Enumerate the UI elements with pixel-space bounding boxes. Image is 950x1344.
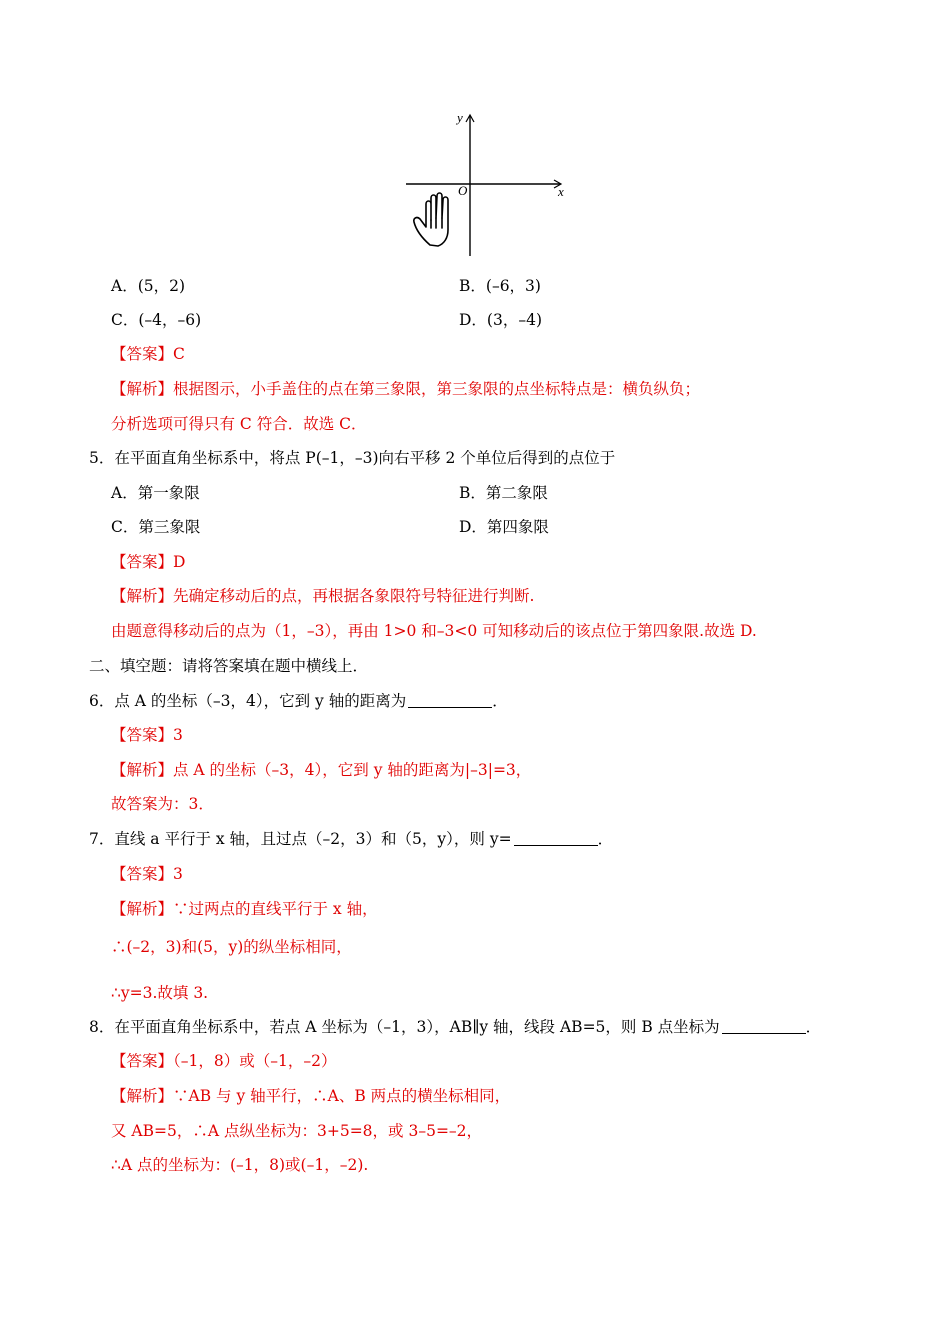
q6-stem [89,691,508,711]
q7-stem [89,829,613,849]
q5-option-a: A．第一象限 [111,484,200,502]
q6-answer: 【答案】3 [111,726,183,744]
q4-option-c: C．(–4，–6) [111,311,202,329]
section-title: 二、填空题：请将答案填在题中横线上． [89,657,369,675]
q8-explanation-line-3: ∴A 点的坐标为：(–1，8)或(–1，–2). [111,1156,369,1174]
q7-explanation-line-2: ∴(–2，3)和(5，y)的纵坐标相同， [111,938,352,956]
q4-option-a: A．(5，2) [111,277,186,295]
q5-explanation-line-2: 由题意得移动后的点为（1，–3），再由 1>0 和–3<0 可知移动后的该点位于第四象限.故选 D. [111,622,757,640]
hand-icon [414,193,448,246]
q6-stem-text: 6．点 A 的坐标（–3，4），它到 y 轴的距离为 [89,692,407,710]
q4-option-b: B．(–6，3) [459,277,541,295]
q7-answer-blank [514,831,598,846]
q7-stem-end: ． [597,830,614,848]
q8-stem-text: 8．在平面直角坐标系中，若点 A 坐标为（–1，3），AB∥y 轴，线段 AB=5，则 B 点坐标为 [89,1018,720,1036]
q5-stem: 5．在平面直角坐标系中，将点 P(–1，–3)向右平移 2 个单位后得到的点位于 [89,449,616,467]
q4-explanation-line-1: 【解析】根据图示，小手盖住的点在第三象限，第三象限的点坐标特点是：横负纵负； [111,380,701,398]
q5-option-b: B．第二象限 [459,484,548,502]
q5-answer: 【答案】D [111,553,186,571]
q8-explanation-line-2: 又 AB=5，∴A 点纵坐标为：3+5=8，或 3–5=–2， [111,1122,483,1140]
q4-explanation-line-2: 分析选项可得只有 C 符合．故选 C． [111,415,367,433]
q5-option-c: C．第三象限 [111,518,201,536]
coordinate-figure [404,110,574,260]
q4-option-d: D．(3，–4) [459,311,542,329]
q7-stem-text: 7．直线 a 平行于 x 轴，且过点（–2，3）和（5，y），则 y= [89,830,512,848]
q7-answer: 【答案】3 [111,865,183,883]
x-axis-label: x [558,184,564,199]
q6-explanation-line-2: 故答案为：3． [111,795,214,813]
q7-explanation-line-1: 【解析】∵过两点的直线平行于 x 轴， [111,900,378,918]
y-axis-label: y [457,110,463,125]
q8-stem [89,1017,821,1037]
q6-explanation-line-1: 【解析】点 A 的坐标（–3，4），它到 y 轴的距离为|–3|=3， [111,761,532,779]
q7-explanation-line-3: ∴y=3.故填 3. [111,984,209,1002]
origin-label: O [458,183,468,198]
q8-answer-blank [722,1019,806,1034]
q6-stem-end: ． [492,692,508,710]
q5-option-d: D．第四象限 [459,518,549,536]
q8-stem-end: ． [805,1018,822,1036]
q6-answer-blank [408,693,492,708]
q8-explanation-line-1: 【解析】∵AB 与 y 轴平行，∴A、B 两点的横坐标相同， [111,1087,511,1105]
q4-answer: 【答案】C [111,345,185,363]
q5-explanation-line-1: 【解析】先确定移动后的点，再根据各象限符号特征进行判断. [111,587,535,605]
q8-answer: 【答案】（–1，8）或（–1，–2） [111,1052,337,1070]
